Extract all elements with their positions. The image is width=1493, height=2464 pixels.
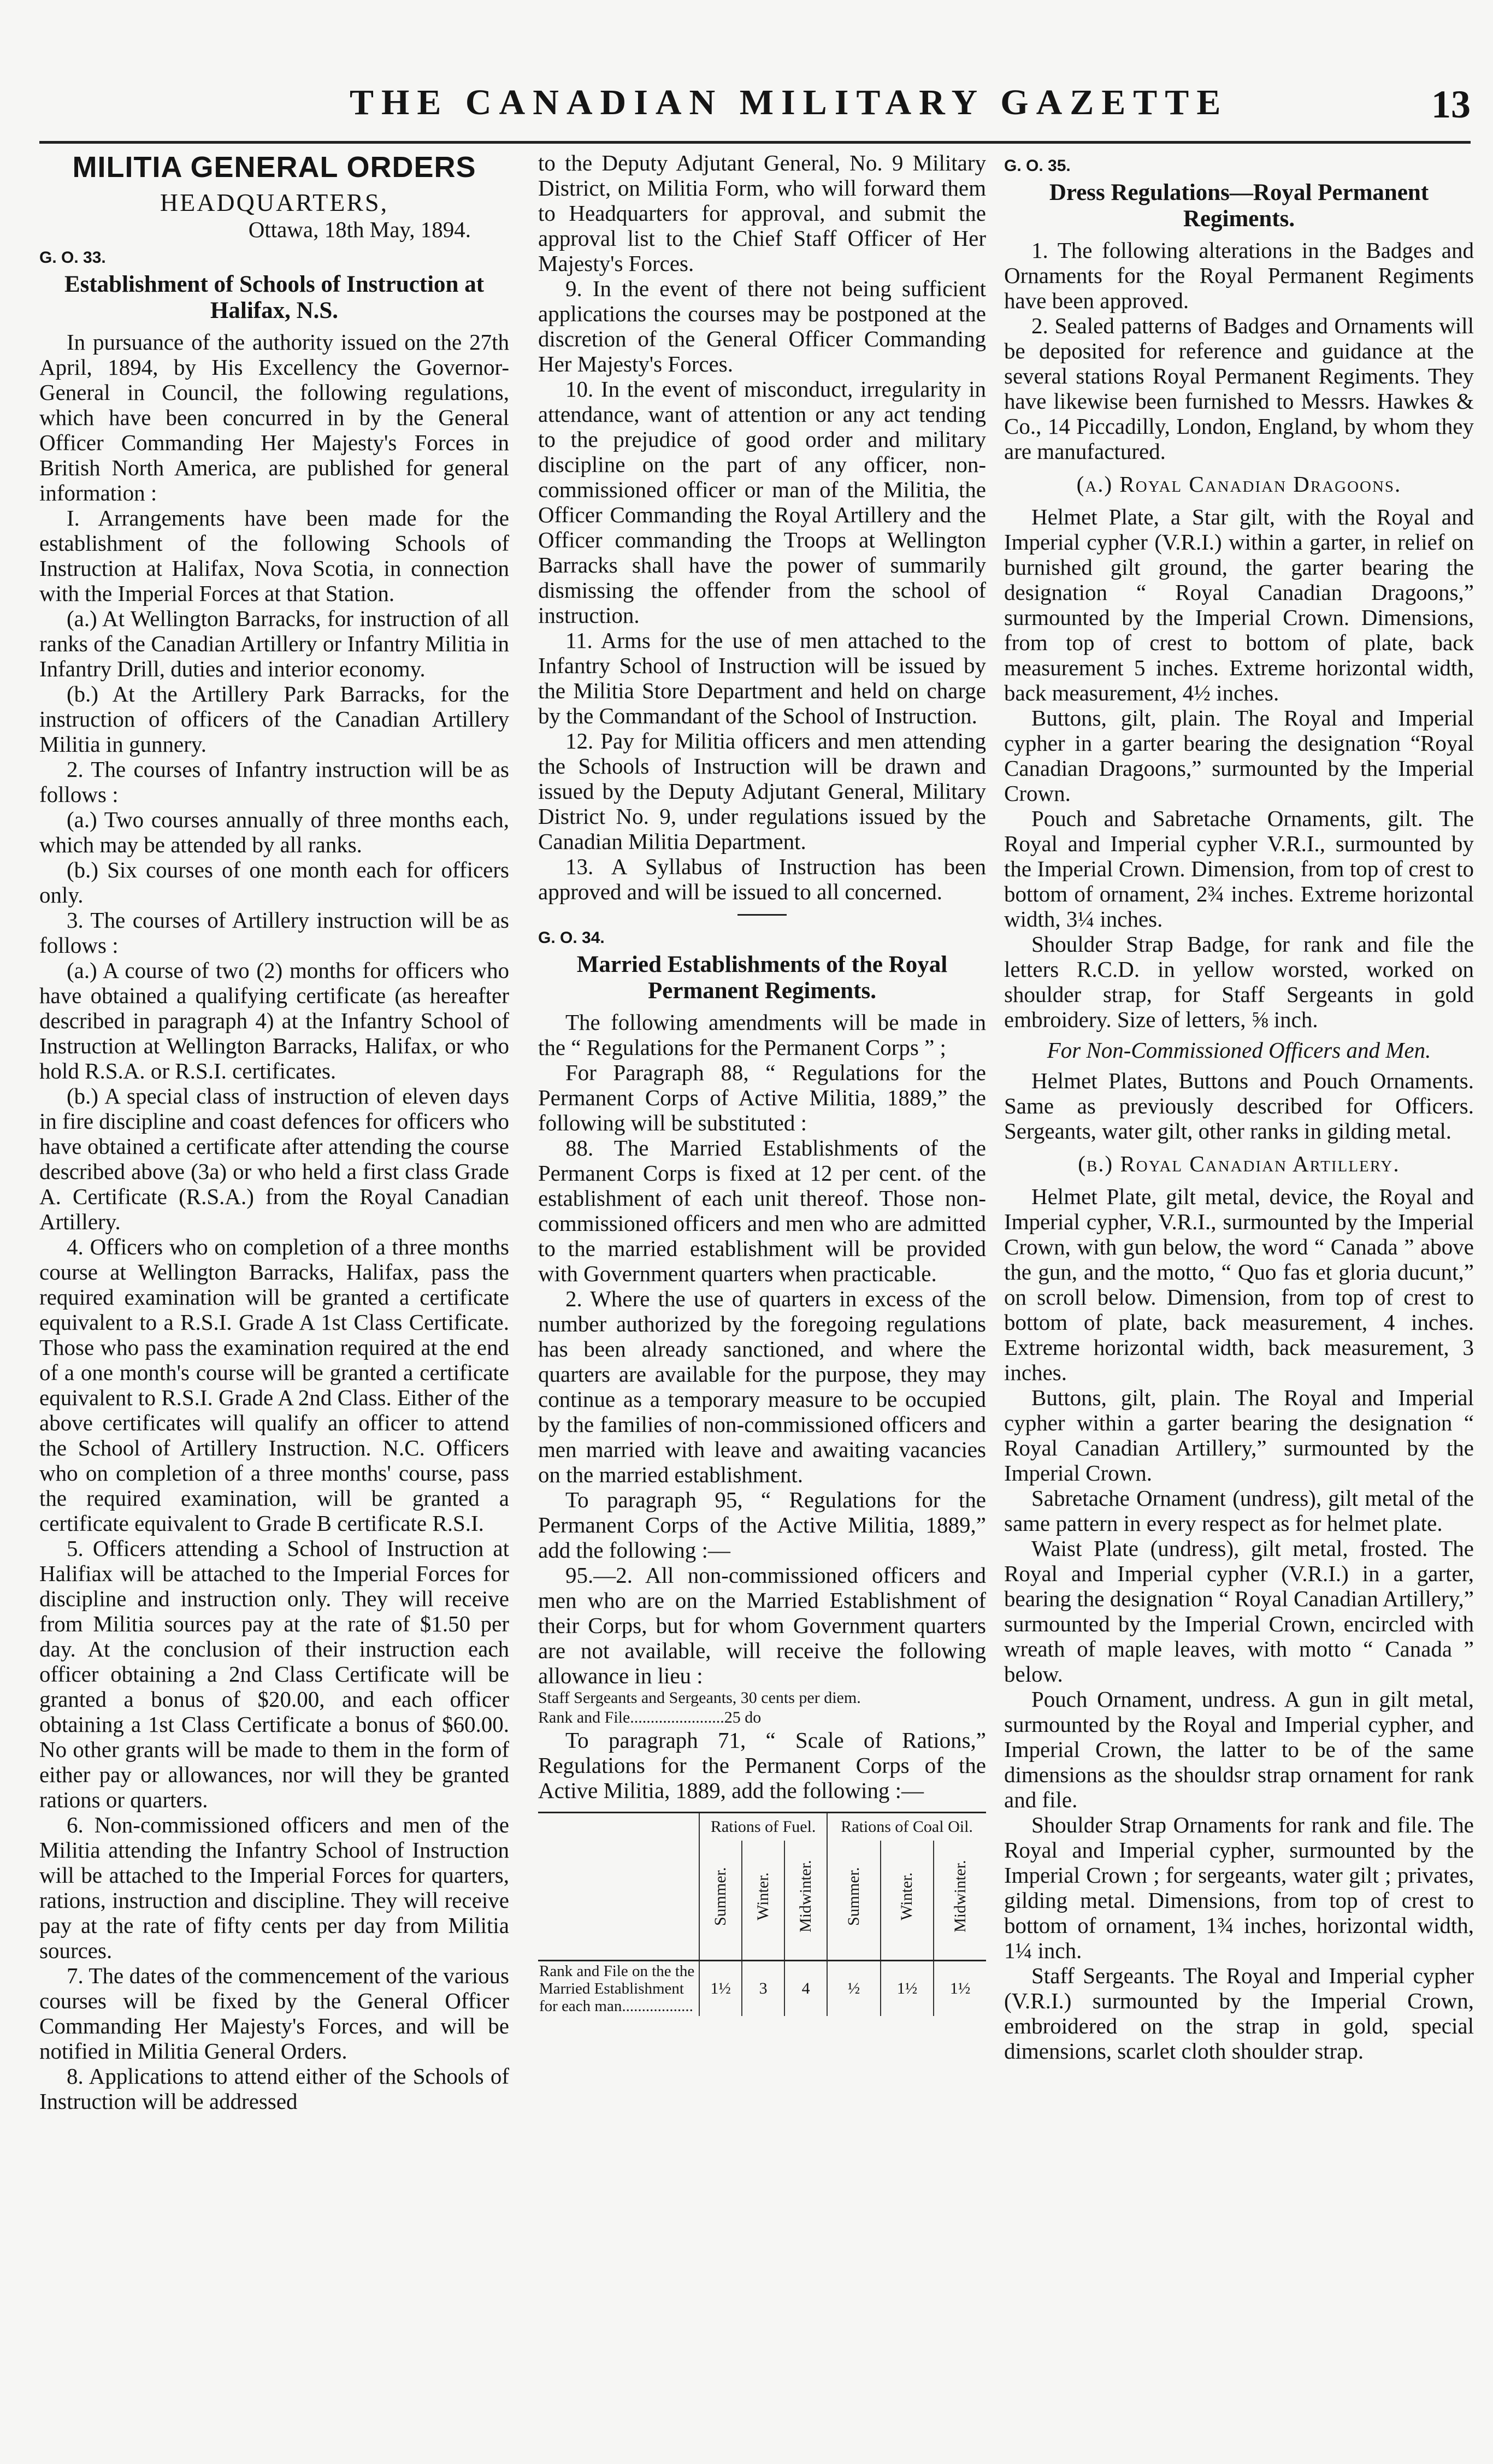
paragraph: Buttons, gilt, plain. The Royal and Imperial cypher in a garter bearing the designation “Royal Canadian Dragoons,” surmounted by the Imperial Crown. (1004, 705, 1474, 806)
paragraph: 13. A Syllabus of Instruction has been approved and will be issued to all concerned. (538, 854, 986, 904)
page-number: 13 (1431, 82, 1471, 126)
subsection-heading: (a.) Royal Canadian Dragoons. (1076, 471, 1402, 497)
paragraph: 10. In the event of misconduct, irregularity in attendance, want of attention or any act tending to the prejudice of good order and military discipline on the part of any officer, non-commissioned officer or man of the Militia, the Officer Commanding the Royal Artillery and the Officer commanding the Troops at Wellington Barracks shall have the power of summarily dismissing the offender from the school of instruction. (538, 376, 986, 628)
paragraph: 2. Sealed patterns of Badges and Ornaments will be deposited for reference and guidance at the several stations Royal Permanent Regiments. They have likewise been furnished to Messrs. Hawkes & Co., 14 Piccadilly, London, England, by whom they are manufactured. (1004, 313, 1474, 464)
paragraph: The following amendments will be made in the “ Regulations for the Permanent Corps ” ; (538, 1010, 986, 1060)
paragraph: (a.) Two courses annually of three months each, which may be attended by all ranks. (39, 807, 509, 857)
column-header: Summer. (711, 1867, 730, 1926)
paragraph: 7. The dates of the commencement of the various courses will be fixed by the General Officer Commanding Her Majesty's Forces, and will be notified in Militia General Orders. (39, 1963, 509, 2064)
paragraph: 11. Arms for the use of men attached to the Infantry School of Instruction will be issued by the Militia Store Department and held on charge by the Commandant of the School of Instruction. (538, 628, 986, 728)
order-title: Establishment of Schools of Instruction at Halifax, N.S. (64, 272, 485, 323)
table-header-row (538, 1813, 986, 1841)
paragraph: Shoulder Strap Badge, for rank and file the letters R.C.D. in yellow worsted, worked on shoulder strap, for Staff Sergeants in gold embroidery. Size of letters, ⅝ inch. (1004, 932, 1474, 1032)
column-header: Midwinter. (796, 1860, 815, 1933)
column-header: Summer. (844, 1867, 863, 1926)
table-cell: 1½ (881, 1961, 934, 2017)
row-label: Rank and File on the the Married Establishment for each man.................. (538, 1961, 699, 2017)
table-cell: ½ (827, 1961, 881, 2017)
dateline: Ottawa, 18th May, 1894. (248, 217, 471, 242)
column-group-header: Rations of Fuel. (699, 1813, 827, 1841)
paragraph: (b.) Six courses of one month each for officers only. (39, 857, 509, 907)
paragraph: Pouch Ornament, undress. A gun in gilt metal, surmounted by the Royal and Imperial cypher, and Imperial Crown, the latter to be of the same dimensions as the shouldsr strap ornament for rank and file. (1004, 1687, 1474, 1812)
paragraph: 1. The following alterations in the Badges and Ornaments for the Royal Permanent Regiments have been approved. (1004, 238, 1474, 313)
headquarters-line: HEADQUARTERS, (160, 188, 389, 216)
paragraph: (a.) A course of two (2) months for officers who have obtained a qualifying certificate (as hereafter described in paragraph 4) at the Infantry School of Instruction at Wellington Barracks, Halifax, or who hold R.S.A. or R.S.I. certificates. (39, 958, 509, 1083)
allowance-line: Staff Sergeants and Sergeants, 30 cents per diem. (538, 1689, 861, 1707)
column-header: Winter. (898, 1872, 916, 1920)
general-order-number: G. O. 35. (1004, 157, 1071, 175)
paragraph: 6. Non-commissioned officers and men of the Militia attending the Infantry School of Instruction will be attached to the Imperial Forces for quarters, rations, instruction and discipline. They will receive pay at the rate of fifty cents per day from Militia sources. (39, 1812, 509, 1963)
paragraph: 5. Officers attending a School of Instruction at Halifiax will be attached to the Imperial Forces for discipline and instruction only. They will receive from Militia sources pay at the rate of $1.50 per day. At the conclusion of their instruction each officer obtaining a 2nd Class Certificate will be granted a bonus of $20.00, and each officer obtaining a 1st Class Certificate a bonus of $60.00. No other grants will be made to them in the form of either pay or allowances, nor will they be granted rations or quarters. (39, 1536, 509, 1812)
paragraph: Helmet Plate, gilt metal, device, the Royal and Imperial cypher, V.R.I., surmounted by the Imperial Crown, with gun below, the word “ Canada ” above the gun, and the motto, “ Quo fas et gloria ducunt,” on scroll below. Dimension, from top of crest to bottom of plate, back measurement, 4 inches. Extreme horizontal width, back measurement, 3 inches. (1004, 1184, 1474, 1385)
paragraph: Waist Plate (undress), gilt metal, frosted. The Royal and Imperial cypher (V.R.I.) in a garter, bearing the designation “ Royal Canadian Artillery,” surmounted by the Imperial Crown, encircled with wreath of maple leaves, with motto “ Canada ” below. (1004, 1536, 1474, 1687)
paragraph: 2. Where the use of quarters in excess of the number authorized by the foregoing regulations has been already sanctioned, and where the quarters are available for the purpose, they may continue as a temporary measure to be occupied by the families of non-commissioned officers and men married with leave and awaiting vacancies on the married establishment. (538, 1286, 986, 1487)
paragraph: Helmet Plate, a Star gilt, with the Royal and Imperial cypher (V.R.I.) within a garter, in relief on burnished gilt ground, the garter bearing the designation “ Royal Canadian Dragoons,” surmounted by the Imperial Crown. Dimensions, from top of crest to bottom of plate, back measurement 5 inches. Extreme horizontal width, back measurement, 4½ inches. (1004, 504, 1474, 705)
paragraph: I. Arrangements have been made for the establishment of the following Schools of Instruction at Halifax, Nova Scotia, in connection with the Imperial Forces at that Station. (39, 505, 509, 606)
allowance-line: Rank and File.......................25 do (538, 1708, 762, 1726)
paragraph: to the Deputy Adjutant General, No. 9 Military District, on Militia Form, who will forward them to Headquarters for approval, and submit the approval list to the Chief Staff Officer of Her Majesty's Forces. (538, 150, 986, 276)
italic-subheading: For Non-Commissioned Officers and Men. (1047, 1038, 1431, 1063)
paragraph: Buttons, gilt, plain. The Royal and Imperial cypher within a garter bearing the designation “ Royal Canadian Artillery,” surmounted by the Imperial Crown. (1004, 1385, 1474, 1486)
paragraph: To paragraph 71, “ Scale of Rations,” Regulations for the Permanent Corps of the Active Militia, 1889, add the following :— (538, 1728, 986, 1803)
header-rule (39, 141, 1471, 144)
paragraph: In pursuance of the authority issued on the 27th April, 1894, by His Excellency the Governor-General in Council, the following regulations, which have been concurred in by the General Officer Commanding Her Majesty's Forces in British North America, are published for general information : (39, 329, 509, 505)
table-subheader-row (538, 1841, 986, 1961)
paragraph: (b.) At the Artillery Park Barracks, for the instruction of officers of the Canadian Artillery Militia in gunnery. (39, 681, 509, 757)
table-cell: 1½ (934, 1961, 986, 2017)
table-cell: 3 (742, 1961, 784, 2017)
section-heading: MILITIA GENERAL ORDERS (72, 151, 476, 184)
column-header: Midwinter. (951, 1860, 969, 1933)
paragraph: (b.) A special class of instruction of eleven days in fire discipline and coast defences for officers who have obtained a certificate after attending the course described above (3a) or who held a first class Grade A. Certificate (R.S.A.) from the Royal Canadian Artillery. (39, 1083, 509, 1234)
order-title: Married Establishments of the Royal Permanent Regiments. (576, 952, 948, 1004)
column-group-header: Rations of Coal Oil. (827, 1813, 986, 1841)
section-divider (737, 914, 787, 916)
rations-table (538, 1812, 986, 2016)
column-2 (538, 150, 986, 2016)
paragraph: Sabretache Ornament (undress), gilt metal of the same pattern in every respect as for helmet plate. (1004, 1486, 1474, 1536)
order-title: Dress Regulations—Royal Permanent Regiments. (1049, 180, 1429, 232)
masthead-title: THE CANADIAN MILITARY GAZETTE (350, 82, 1229, 122)
paragraph: 12. Pay for Militia officers and men attending the Schools of Instruction will be drawn and issued by the Deputy Adjutant General, Military District No. 9, under regulations issued by the Canadian Militia Department. (538, 728, 986, 854)
paragraph: Helmet Plates, Buttons and Pouch Ornaments. Same as previously described for Officers. Sergeants, water gilt, other ranks in gilding metal. (1004, 1068, 1474, 1143)
column-header: Winter. (754, 1872, 772, 1920)
paragraph: For Paragraph 88, “ Regulations for the Permanent Corps of Active Militia, 1889,” the following will be substituted : (538, 1060, 986, 1135)
paragraph: 2. The courses of Infantry instruction will be as follows : (39, 757, 509, 807)
paragraph: 3. The courses of Artillery instruction will be as follows : (39, 907, 509, 958)
subsection-heading: (b.) Royal Canadian Artillery. (1078, 1151, 1400, 1176)
column-1 (39, 150, 509, 2114)
paragraph: 88. The Married Establishments of the Permanent Corps is fixed at 12 per cent. of the establishment of each unit thereof. Those non-commissioned officers and men who are admitted to the married establishment will be provided with Government quarters when practicable. (538, 1135, 986, 1286)
paragraph: Staff Sergeants. The Royal and Imperial cypher (V.R.I.) surmounted by the Imperial Crown, embroidered on the strap in gold, special dimensions, scarlet cloth shoulder strap. (1004, 1963, 1474, 2064)
column-3 (1004, 150, 1474, 2064)
paragraph: 95.—2. All non-commissioned officers and men who are on the Married Establishment of their Corps, but for whom Government quarters are not available, will receive the following allowance in lieu : (538, 1563, 986, 1688)
general-order-number: G. O. 33. (39, 249, 106, 267)
paragraph: 8. Applications to attend either of the Schools of Instruction will be addressed (39, 2064, 509, 2114)
paragraph: Shoulder Strap Ornaments for rank and file. The Royal and Imperial cypher, surmounted by the Imperial Crown ; for sergeants, water gilt ; privates, gilding metal. Dimensions, from top of crest to bottom of ornament, 1¾ inches, horizontal width, 1¼ inch. (1004, 1812, 1474, 1963)
paragraph: 9. In the event of there not being sufficient applications the courses may be postponed at the discretion of the General Officer Commanding Her Majesty's Forces. (538, 276, 986, 376)
table-cell: 1½ (699, 1961, 742, 2017)
paragraph: (a.) At Wellington Barracks, for instruction of all ranks of the Canadian Artillery or Infantry Militia in Infantry Drill, duties and interior economy. (39, 606, 509, 681)
table-cell: 4 (784, 1961, 827, 2017)
general-order-number: G. O. 34. (538, 929, 605, 947)
paragraph: To paragraph 95, “ Regulations for the Permanent Corps of the Active Militia, 1889,” add the following :— (538, 1487, 986, 1563)
table-row (538, 1961, 986, 2017)
paragraph: Pouch and Sabretache Ornaments, gilt. The Royal and Imperial cypher V.R.I., surmounted by the Imperial Crown. Dimension, from top of crest to bottom of ornament, 2¾ inches. Extreme horizontal width, 3¼ inches. (1004, 806, 1474, 932)
paragraph: 4. Officers who on completion of a three months course at Wellington Barracks, Halifax, pass the required examination will be granted a certificate equivalent to a R.S.I. Grade A 1st Class Certificate. Those who pass the examination required at the end of a one month's course will be granted a certificate equivalent to R.S.I. Grade A 2nd Class. Either of the above certificates will qualify an officer to attend the School of Artillery Instruction. N.C. Officers who on completion of a three months' course, pass the required examination, will be granted a certificate equivalent to Grade B certificate R.S.I. (39, 1234, 509, 1536)
